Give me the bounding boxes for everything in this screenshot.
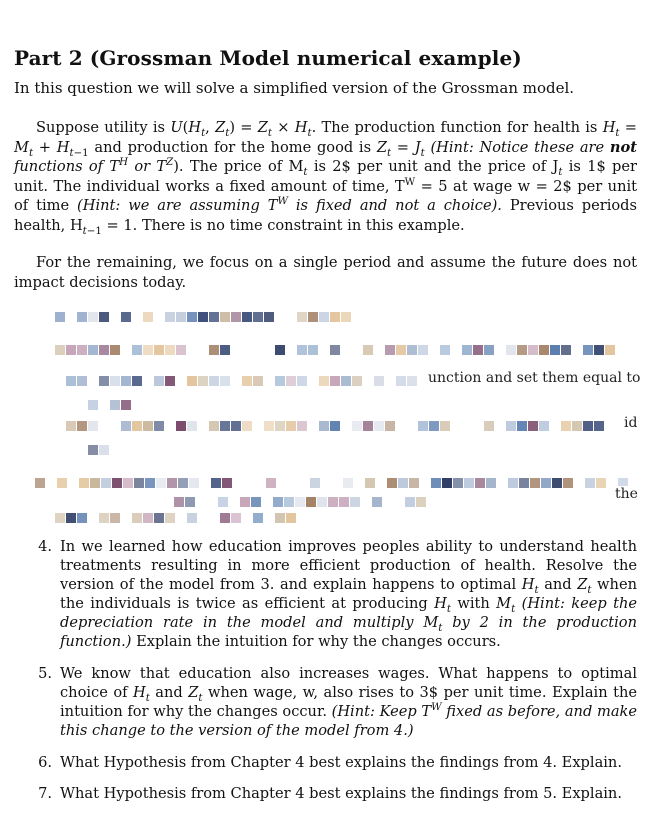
pixel-block xyxy=(506,421,516,431)
pixel-block xyxy=(55,312,65,322)
pixel-block xyxy=(66,345,76,355)
pixel-block xyxy=(220,376,230,386)
pixel-block xyxy=(174,497,184,507)
question-text: We know that education also increases wages. What happens to optimal choice of $H_t$ and $Z_t$ when wage, w, also rises to 3$ per unit time. Explain the intuition for why the changes occur. (Hint: Keep $T^W$ fixed as before, and make this change to the version of the model from 4.) xyxy=(60,665,637,739)
pixel-block xyxy=(66,513,76,523)
pixel-block xyxy=(77,513,87,523)
pixel-block xyxy=(440,421,450,431)
pixel-block xyxy=(220,345,230,355)
pixel-block xyxy=(583,421,593,431)
pixel-block xyxy=(387,478,397,488)
pixel-block xyxy=(308,312,318,322)
pixel-block xyxy=(539,345,549,355)
pixel-block xyxy=(339,497,349,507)
pixel-block xyxy=(132,376,142,386)
pixel-block xyxy=(352,421,362,431)
pixel-block xyxy=(328,497,338,507)
section-intro: In this question we will solve a simplified version of the Grossman model. xyxy=(14,79,575,97)
pixel-block xyxy=(561,345,571,355)
paragraph-assumption: For the remaining, we focus on a single period and assume the future does not impact decisions today. xyxy=(14,254,637,291)
pixel-block xyxy=(453,478,463,488)
pixel-block xyxy=(572,421,582,431)
pixel-block xyxy=(220,421,230,431)
pixel-block xyxy=(143,345,153,355)
pixel-block xyxy=(563,478,573,488)
pixel-block xyxy=(530,478,540,488)
pixel-block xyxy=(596,478,606,488)
pixel-block xyxy=(594,421,604,431)
pixel-block xyxy=(209,376,219,386)
pixel-block xyxy=(187,513,197,523)
pixel-block xyxy=(517,421,527,431)
pixel-block xyxy=(189,478,199,488)
pixel-block xyxy=(416,497,426,507)
pixel-block xyxy=(77,376,87,386)
pixel-block xyxy=(77,345,87,355)
pixel-block xyxy=(66,376,76,386)
pixel-block xyxy=(594,345,604,355)
pixel-block xyxy=(310,478,320,488)
pixel-block xyxy=(110,400,120,410)
pixel-block xyxy=(165,345,175,355)
pixel-block xyxy=(341,312,351,322)
pixel-block xyxy=(110,345,120,355)
pixel-block xyxy=(407,376,417,386)
pixel-block xyxy=(552,478,562,488)
pixel-block xyxy=(231,421,241,431)
pixel-block xyxy=(343,478,353,488)
pixel-block xyxy=(374,421,384,431)
pixel-block xyxy=(132,421,142,431)
pixel-block xyxy=(541,478,551,488)
pixel-block xyxy=(418,421,428,431)
pixel-block xyxy=(132,513,142,523)
pixel-block xyxy=(431,478,441,488)
question-text: In we learned how education improves peoples ability to understand health treatments resulting in more efficient production of health. Resolve the version of the model from 3. and explain happens to optimal $H_t$ and $Z_t$ when the individuals is twice as efficient at producing $H_t$ with $M_t$ (Hint: keep the depreciation rate in the model and multiply $M_t$ by 2 in the production function.) Explain the intuition for why the changes occurs. xyxy=(60,538,638,650)
pixel-block xyxy=(484,345,494,355)
pixel-block xyxy=(330,345,340,355)
pixel-block xyxy=(55,345,65,355)
pixel-block xyxy=(605,345,615,355)
pixel-block xyxy=(123,478,133,488)
pixel-block xyxy=(211,478,221,488)
pixel-block xyxy=(396,345,406,355)
pixel-block xyxy=(231,513,241,523)
pixel-block xyxy=(528,421,538,431)
pixel-block xyxy=(187,376,197,386)
pixel-block xyxy=(251,497,261,507)
pixel-block xyxy=(187,312,197,322)
pixel-block xyxy=(110,376,120,386)
pixel-block xyxy=(132,345,142,355)
pixel-block xyxy=(506,345,516,355)
pixel-block xyxy=(242,421,252,431)
pixel-block xyxy=(330,312,340,322)
pixel-block xyxy=(319,376,329,386)
pixel-block xyxy=(297,421,307,431)
pixel-block xyxy=(154,513,164,523)
pixel-block xyxy=(398,478,408,488)
pixel-block xyxy=(222,478,232,488)
pixel-block xyxy=(275,376,285,386)
pixel-block xyxy=(352,376,362,386)
pixel-block xyxy=(176,345,186,355)
pixel-block xyxy=(110,513,120,523)
pixel-block xyxy=(264,312,274,322)
pixel-block xyxy=(99,513,109,523)
pixel-block xyxy=(264,421,274,431)
section-title: Part 2 (Grossman Model numerical example) xyxy=(14,46,522,70)
pixel-block xyxy=(585,478,595,488)
pixel-block xyxy=(99,445,109,455)
pixel-block xyxy=(295,497,305,507)
pixel-block xyxy=(220,513,230,523)
redacted-fragment-1: unction and set them equal to xyxy=(428,370,641,386)
pixel-block xyxy=(319,421,329,431)
pixel-block xyxy=(143,421,153,431)
pixel-block xyxy=(218,497,228,507)
pixel-block xyxy=(101,478,111,488)
pixel-block xyxy=(121,312,131,322)
pixel-block xyxy=(319,312,329,322)
pixel-block xyxy=(165,312,175,322)
pixel-block xyxy=(57,478,67,488)
pixel-block xyxy=(209,345,219,355)
pixel-block xyxy=(99,312,109,322)
pixel-block xyxy=(486,478,496,488)
pixel-block xyxy=(308,345,318,355)
pixel-block xyxy=(88,445,98,455)
pixel-block xyxy=(88,421,98,431)
pixel-block xyxy=(286,513,296,523)
pixel-block xyxy=(176,421,186,431)
pixel-block xyxy=(185,497,195,507)
question-item-6: 6. What Hypothesis from Chapter 4 best explains the findings from 4. Explain. xyxy=(38,754,622,771)
pixel-block xyxy=(242,376,252,386)
pixel-block xyxy=(440,345,450,355)
pixel-block xyxy=(145,478,155,488)
pixel-block xyxy=(90,478,100,488)
pixelation-blocks xyxy=(0,300,651,530)
pixel-block xyxy=(442,478,452,488)
pixel-block xyxy=(284,497,294,507)
pixel-block xyxy=(330,376,340,386)
redacted-fragment-2: id xyxy=(624,415,638,431)
pixel-block xyxy=(583,345,593,355)
pixel-block xyxy=(561,421,571,431)
pixel-block xyxy=(275,421,285,431)
pixel-block xyxy=(266,478,276,488)
pixel-block xyxy=(143,312,153,322)
pixel-block xyxy=(550,345,560,355)
pixel-block xyxy=(429,421,439,431)
pixel-block xyxy=(99,376,109,386)
pixel-block xyxy=(374,376,384,386)
pixel-block xyxy=(464,478,474,488)
pixel-block xyxy=(156,478,166,488)
pixel-block xyxy=(165,513,175,523)
pixel-block xyxy=(385,421,395,431)
pixel-block xyxy=(231,312,241,322)
paragraph-setup: Suppose utility is $U(H_t$, $Z_t) = Z_t \times H_t$. The production function for health is $H_t = M_t + H_{t-1}$ and production for the home good is $Z_t = J_t$ (Hint: Notice these are not functions of $T^H$ or $T^Z$). The price of $M_t$ is 2$ per unit and the price of $J_t$ is 1$ per unit. The individual works a fixed amount of time, $T^W = 5$ at wage w = 2$ per unit of time (Hint: we are assuming $T^W$ is fixed and not a choice). Previous periods health, $H_{t-1} = 1$. There is no time constraint in this example. xyxy=(14,119,638,237)
pixel-block xyxy=(167,478,177,488)
question-item-7: 7. What Hypothesis from Chapter 4 best explains the findings from 5. Explain. xyxy=(38,785,622,802)
pixel-block xyxy=(273,497,283,507)
pixel-block xyxy=(176,312,186,322)
pixel-block xyxy=(154,376,164,386)
pixel-block xyxy=(539,421,549,431)
pixel-block xyxy=(405,497,415,507)
pixel-block xyxy=(363,421,373,431)
pixel-block xyxy=(418,345,428,355)
pixel-block xyxy=(508,478,518,488)
pixel-block xyxy=(187,421,197,431)
pixel-block xyxy=(55,513,65,523)
pixel-block xyxy=(409,478,419,488)
pixel-block xyxy=(396,376,406,386)
pixel-block xyxy=(220,312,230,322)
pixel-block xyxy=(198,376,208,386)
pixel-block xyxy=(121,421,131,431)
pixel-block xyxy=(253,513,263,523)
pixel-block xyxy=(88,312,98,322)
pixel-block xyxy=(198,312,208,322)
pixel-block xyxy=(77,421,87,431)
redacted-region xyxy=(0,300,651,530)
question-list xyxy=(14,537,637,815)
pixel-block xyxy=(88,345,98,355)
pixel-block xyxy=(462,345,472,355)
pixel-block xyxy=(134,478,144,488)
pixel-block xyxy=(121,376,131,386)
pixel-block xyxy=(517,345,527,355)
pixel-block xyxy=(178,478,188,488)
pixel-block xyxy=(484,421,494,431)
pixel-block xyxy=(297,376,307,386)
pixel-block xyxy=(297,312,307,322)
pixel-block xyxy=(519,478,529,488)
pixel-block xyxy=(341,376,351,386)
pixel-block xyxy=(35,478,45,488)
pixel-block xyxy=(77,312,87,322)
pixel-block xyxy=(407,345,417,355)
pixel-block xyxy=(209,312,219,322)
pixel-block xyxy=(365,478,375,488)
question-item-5: 5. We know that education also increases wages. What happens to optimal choice of $H_t$ and $Z_t$ when wage, w, also rises to 3$ per unit time. Explain the intuition for why the changes occur. (Hint: Keep $T^W$ fixed as before, and make this change to the version of the model from 4.) xyxy=(38,665,637,739)
pixel-block xyxy=(121,400,131,410)
pixel-block xyxy=(306,497,316,507)
pixel-block xyxy=(297,345,307,355)
pixel-block xyxy=(240,497,250,507)
pixel-block xyxy=(99,345,109,355)
pixel-block xyxy=(165,376,175,386)
pixel-block xyxy=(528,345,538,355)
pixel-block xyxy=(253,376,263,386)
pixel-block xyxy=(473,345,483,355)
pixel-block xyxy=(242,312,252,322)
pixel-block xyxy=(286,376,296,386)
pixel-block xyxy=(79,478,89,488)
pixel-block xyxy=(286,421,296,431)
pixel-block xyxy=(330,421,340,431)
pixel-block xyxy=(363,345,373,355)
pixel-block xyxy=(209,421,219,431)
pixel-block xyxy=(475,478,485,488)
pixel-block xyxy=(317,497,327,507)
pixel-block xyxy=(143,513,153,523)
pixel-block xyxy=(275,345,285,355)
pixel-block xyxy=(385,345,395,355)
pixel-block xyxy=(66,421,76,431)
pixel-block xyxy=(154,345,164,355)
pixel-block xyxy=(253,312,263,322)
redacted-fragment-3: the xyxy=(615,486,638,502)
pixel-block xyxy=(112,478,122,488)
pixel-block xyxy=(275,513,285,523)
question-item-4: 4. In we learned how education improves peoples ability to understand health treatments resulting in more efficient production of health. Resolve the version of the model from 3. and explain happens to optimal $H_t$ and $Z_t$ when the individuals is twice as efficient at producing $H_t$ with $M_t$ (Hint: keep the depreciation rate in the model and multiply $M_t$ by 2 in the production function.) Explain the intuition for why the changes occurs. xyxy=(38,538,638,650)
pixel-block xyxy=(350,497,360,507)
pixel-block xyxy=(372,497,382,507)
pixel-block xyxy=(88,400,98,410)
pixel-block xyxy=(154,421,164,431)
